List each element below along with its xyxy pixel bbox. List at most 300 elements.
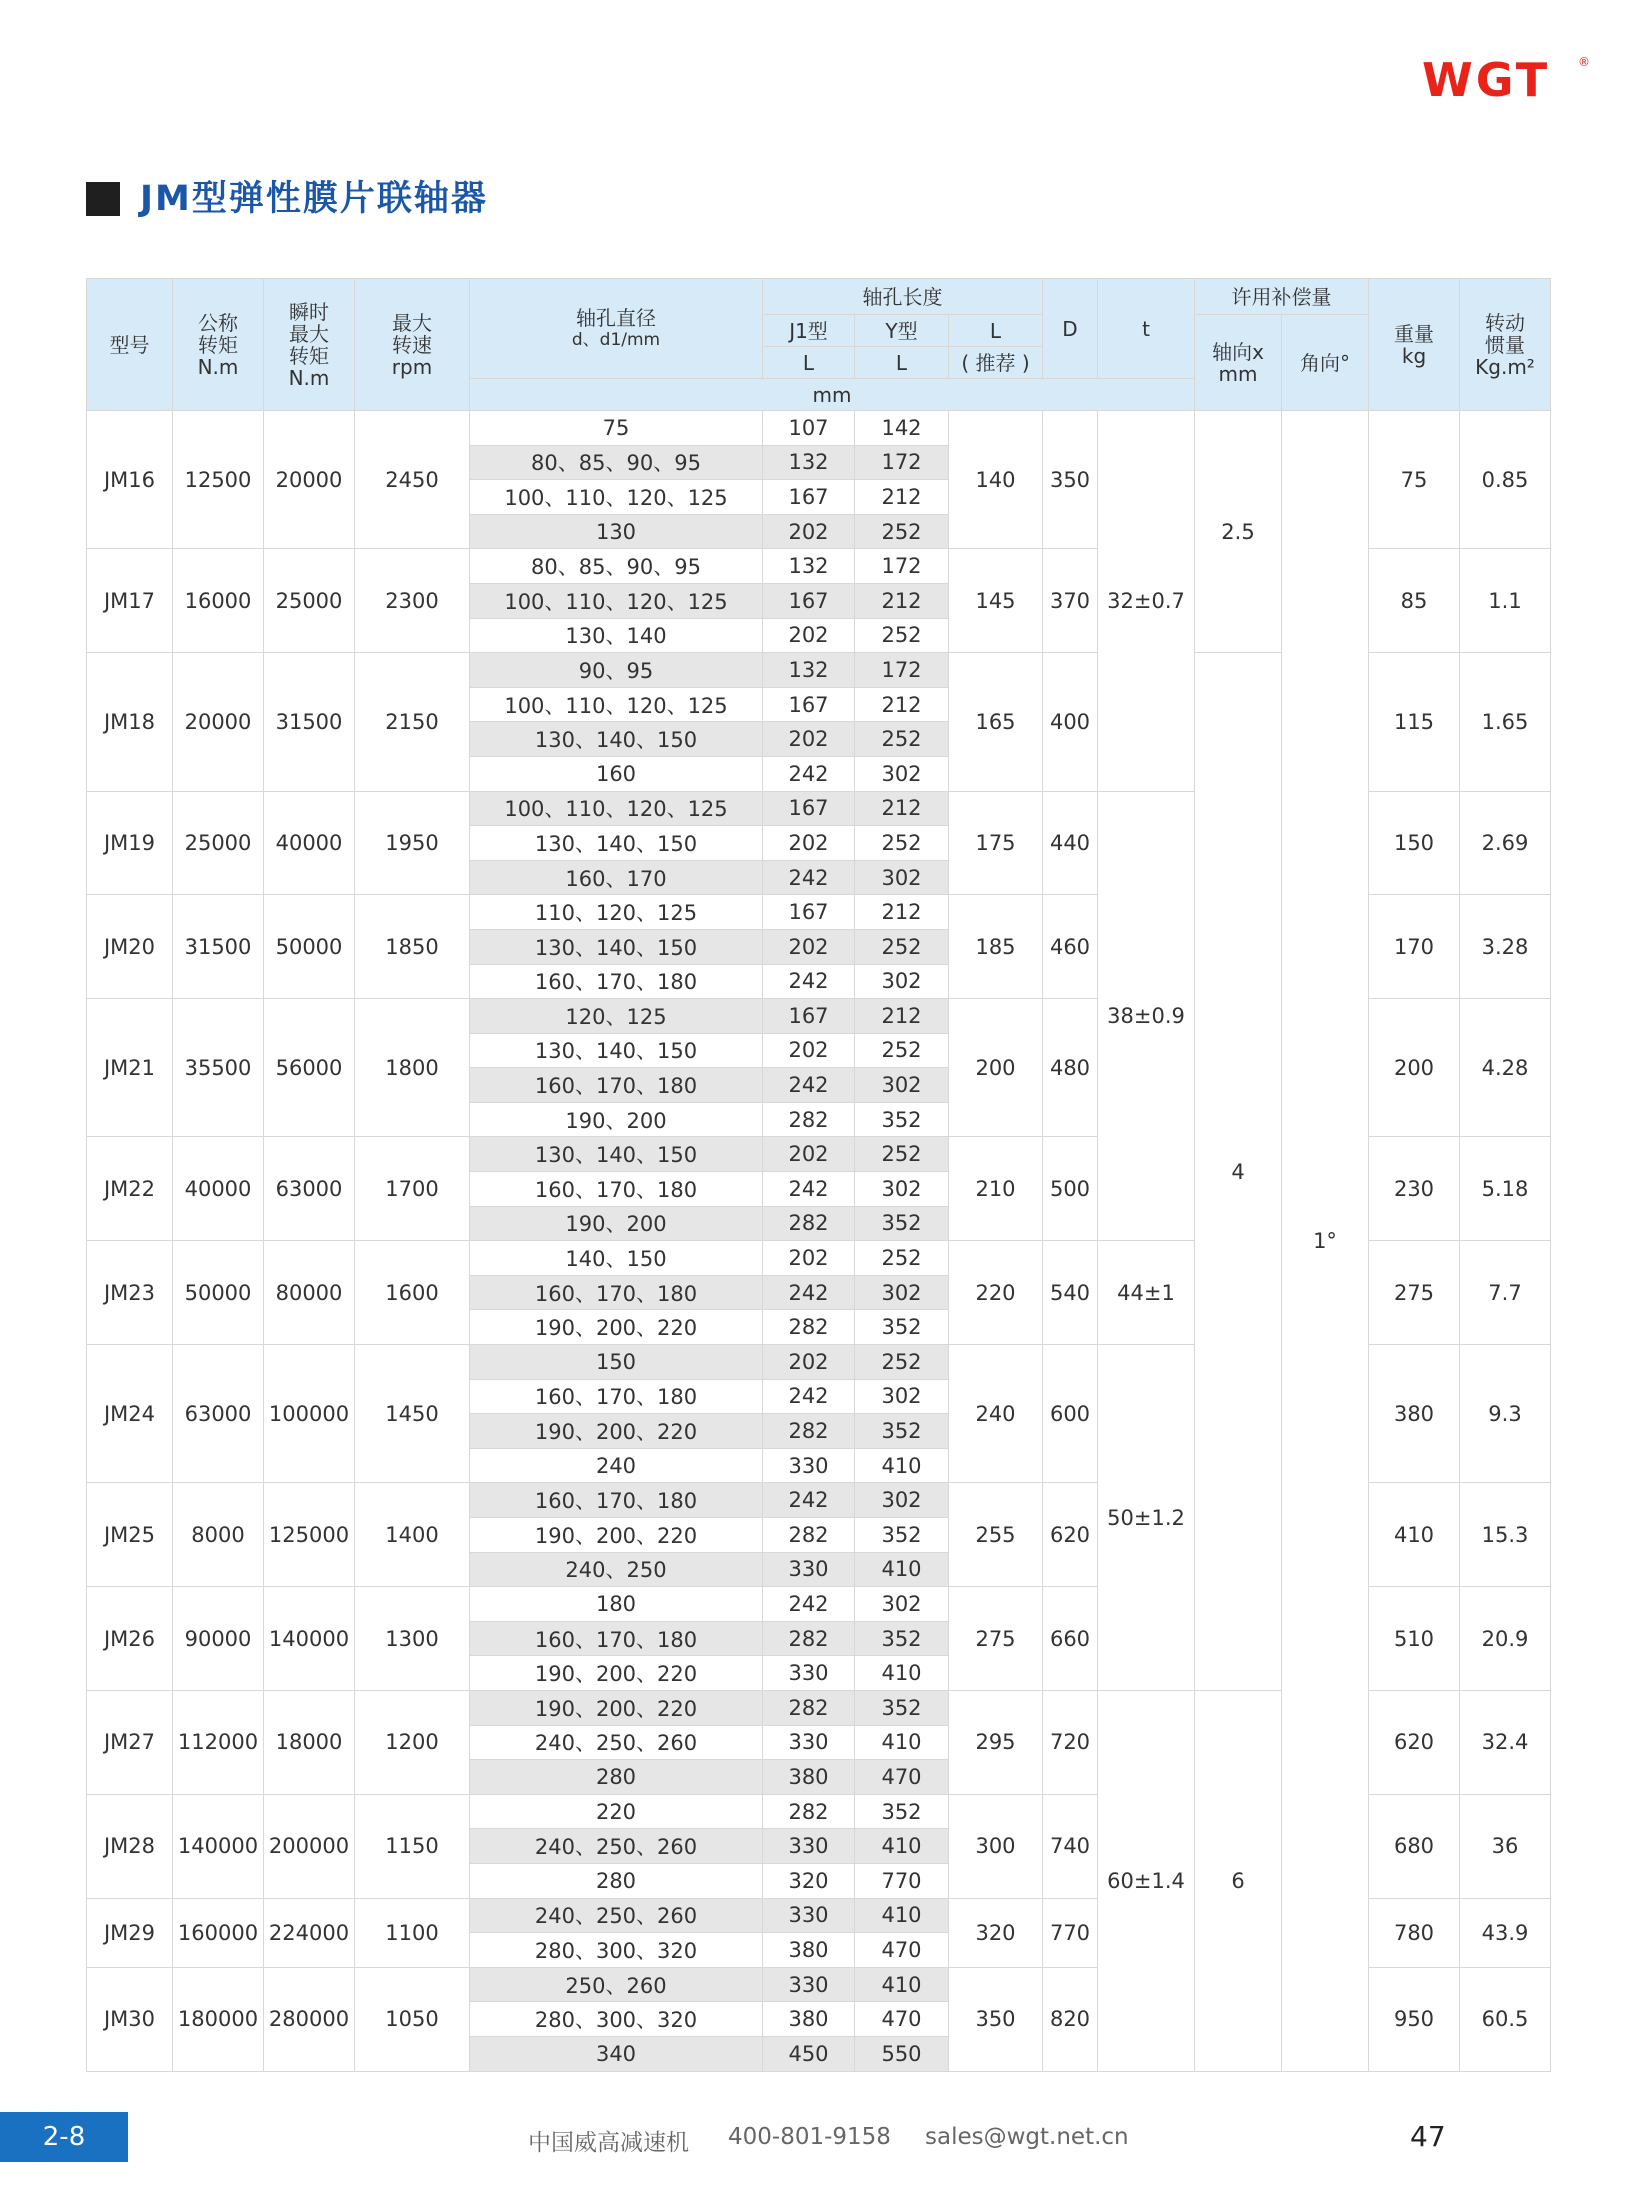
j1-length-cell: 282 [763,1690,855,1725]
j1-length-cell: 282 [763,1414,855,1449]
j1-length-cell: 380 [763,2002,855,2037]
bore-diameter-cell: 130、140 [470,618,763,653]
recommended-length-cell: 320 [949,1898,1043,1967]
y-length-cell: 352 [855,1310,949,1345]
max-speed-cell: 1300 [355,1587,470,1691]
angular-compensation-cell: 1° [1282,411,1369,2072]
spec-table [86,278,1551,2072]
model-cell: JM18 [87,653,173,791]
max-speed-cell: 1150 [355,1794,470,1898]
header-compensation: 许用补偿量 [1195,279,1369,315]
bore-diameter-cell: 160、170、180 [470,964,763,999]
header-unit-mm: mm [470,379,1195,411]
inertia-cell: 1.1 [1460,549,1551,653]
y-length-cell: 550 [855,2036,949,2071]
y-length-cell: 410 [855,1552,949,1587]
j1-length-cell: 330 [763,1552,855,1587]
weight-cell: 380 [1369,1345,1460,1483]
bore-diameter-cell: 190、200、220 [470,1414,763,1449]
bore-diameter-cell: 80、85、90、95 [470,549,763,584]
model-cell: JM17 [87,549,173,653]
weight-cell: 510 [1369,1587,1460,1691]
model-cell: JM25 [87,1483,173,1587]
header-bore-length: 轴孔长度 [763,279,1043,315]
t-cell: 44±1 [1098,1241,1195,1345]
y-length-cell: 252 [855,1137,949,1172]
outer-diameter-cell: 500 [1043,1137,1098,1241]
nominal-torque-cell: 112000 [173,1690,264,1794]
max-speed-cell: 1800 [355,999,470,1137]
bore-diameter-cell: 100、110、120、125 [470,687,763,722]
weight-cell: 200 [1369,999,1460,1137]
y-length-cell: 212 [855,687,949,722]
outer-diameter-cell: 460 [1043,895,1098,999]
bore-diameter-cell: 220 [470,1794,763,1829]
inertia-cell: 7.7 [1460,1241,1551,1345]
outer-diameter-cell: 540 [1043,1241,1098,1345]
nominal-torque-cell: 35500 [173,999,264,1137]
header-y: Y型 [855,315,949,347]
y-length-cell: 410 [855,1448,949,1483]
bore-diameter-cell: 130 [470,514,763,549]
bore-diameter-cell: 240、250 [470,1552,763,1587]
inertia-cell: 1.65 [1460,653,1551,791]
model-cell: JM20 [87,895,173,999]
y-length-cell: 410 [855,1898,949,1933]
recommended-length-cell: 300 [949,1794,1043,1898]
j1-length-cell: 380 [763,1933,855,1968]
inertia-cell: 43.9 [1460,1898,1551,1967]
j1-length-cell: 167 [763,480,855,515]
model-cell: JM16 [87,411,173,549]
j1-length-cell: 282 [763,1206,855,1241]
nominal-torque-cell: 8000 [173,1483,264,1587]
y-length-cell: 470 [855,1760,949,1795]
peak-torque-cell: 18000 [264,1690,355,1794]
header-angular: 角向° [1282,315,1369,411]
registered-mark: ® [1578,55,1590,69]
peak-torque-cell: 40000 [264,791,355,895]
bore-diameter-cell: 160、170、180 [470,1483,763,1518]
recommended-length-cell: 185 [949,895,1043,999]
recommended-length-cell: 140 [949,411,1043,549]
j1-length-cell: 282 [763,1102,855,1137]
header-l-rec: L [949,315,1043,347]
j1-length-cell: 202 [763,1033,855,1068]
header-inertia: 转动 惯量 Kg.m² [1460,279,1551,411]
y-length-cell: 302 [855,860,949,895]
y-length-cell: 770 [855,1863,949,1898]
bore-diameter-cell: 90、95 [470,653,763,688]
nominal-torque-cell: 25000 [173,791,264,895]
j1-length-cell: 242 [763,1379,855,1414]
j1-length-cell: 132 [763,445,855,480]
y-length-cell: 172 [855,549,949,584]
y-length-cell: 352 [855,1794,949,1829]
j1-length-cell: 242 [763,1172,855,1207]
j1-length-cell: 202 [763,1241,855,1276]
y-length-cell: 252 [855,826,949,861]
outer-diameter-cell: 440 [1043,791,1098,895]
peak-torque-cell: 31500 [264,653,355,791]
y-length-cell: 212 [855,480,949,515]
outer-diameter-cell: 770 [1043,1898,1098,1967]
y-length-cell: 302 [855,1275,949,1310]
y-length-cell: 410 [855,1967,949,2002]
j1-length-cell: 167 [763,999,855,1034]
model-cell: JM27 [87,1690,173,1794]
t-cell: 38±0.9 [1098,791,1195,1241]
inertia-cell: 32.4 [1460,1690,1551,1794]
header-bore-diameter: 轴孔直径 d、d1/mm [470,279,763,379]
nominal-torque-cell: 31500 [173,895,264,999]
bore-diameter-cell: 160、170、180 [470,1172,763,1207]
bore-diameter-cell: 120、125 [470,999,763,1034]
model-cell: JM22 [87,1137,173,1241]
j1-length-cell: 167 [763,687,855,722]
weight-cell: 780 [1369,1898,1460,1967]
y-length-cell: 212 [855,583,949,618]
j1-length-cell: 282 [763,1621,855,1656]
j1-length-cell: 380 [763,1760,855,1795]
bore-diameter-cell: 130、140、150 [470,722,763,757]
axial-compensation-cell: 6 [1195,1690,1282,2071]
recommended-length-cell: 210 [949,1137,1043,1241]
max-speed-cell: 2150 [355,653,470,791]
y-length-cell: 142 [855,411,949,446]
j1-length-cell: 282 [763,1310,855,1345]
nominal-torque-cell: 160000 [173,1898,264,1967]
bore-diameter-cell: 140、150 [470,1241,763,1276]
weight-cell: 620 [1369,1690,1460,1794]
j1-length-cell: 167 [763,791,855,826]
j1-length-cell: 202 [763,722,855,757]
model-cell: JM30 [87,1967,173,2071]
peak-torque-cell: 80000 [264,1241,355,1345]
nominal-torque-cell: 20000 [173,653,264,791]
j1-length-cell: 242 [763,756,855,791]
y-length-cell: 410 [855,1829,949,1864]
bore-diameter-cell: 160、170、180 [470,1621,763,1656]
max-speed-cell: 1450 [355,1345,470,1483]
nominal-torque-cell: 16000 [173,549,264,653]
recommended-length-cell: 240 [949,1345,1043,1483]
header-y-l: L [855,347,949,379]
header-j1: J1型 [763,315,855,347]
y-length-cell: 410 [855,1725,949,1760]
y-length-cell: 470 [855,1933,949,1968]
inertia-cell: 5.18 [1460,1137,1551,1241]
j1-length-cell: 242 [763,964,855,999]
header-D: D [1043,279,1098,379]
y-length-cell: 252 [855,1033,949,1068]
peak-torque-cell: 56000 [264,999,355,1137]
bore-diameter-cell: 190、200、220 [470,1310,763,1345]
j1-length-cell: 330 [763,1967,855,2002]
recommended-length-cell: 220 [949,1241,1043,1345]
bore-diameter-cell: 110、120、125 [470,895,763,930]
y-length-cell: 470 [855,2002,949,2037]
model-cell: JM23 [87,1241,173,1345]
y-length-cell: 302 [855,1172,949,1207]
inertia-cell: 2.69 [1460,791,1551,895]
j1-length-cell: 330 [763,1829,855,1864]
y-length-cell: 252 [855,618,949,653]
peak-torque-cell: 224000 [264,1898,355,1967]
y-length-cell: 302 [855,1483,949,1518]
bore-diameter-cell: 190、200、220 [470,1656,763,1691]
peak-torque-cell: 280000 [264,1967,355,2071]
title-marker [86,182,120,216]
y-length-cell: 212 [855,791,949,826]
j1-length-cell: 167 [763,895,855,930]
y-length-cell: 252 [855,1345,949,1380]
weight-cell: 950 [1369,1967,1460,2071]
j1-length-cell: 282 [763,1518,855,1553]
nominal-torque-cell: 180000 [173,1967,264,2071]
recommended-length-cell: 145 [949,549,1043,653]
bore-diameter-cell: 280 [470,1863,763,1898]
j1-length-cell: 320 [763,1863,855,1898]
wgt-logo [1422,52,1592,104]
footer-phone: 400-801-9158 [728,2124,891,2150]
model-cell: JM29 [87,1898,173,1967]
j1-length-cell: 242 [763,1068,855,1103]
y-length-cell: 212 [855,895,949,930]
y-length-cell: 302 [855,964,949,999]
bore-diameter-cell: 160 [470,756,763,791]
bore-diameter-cell: 280、300、320 [470,2002,763,2037]
axial-compensation-cell: 2.5 [1195,411,1282,653]
bore-diameter-cell: 80、85、90、95 [470,445,763,480]
page-title: JM型弹性膜片联轴器 [140,179,488,219]
y-length-cell: 252 [855,514,949,549]
model-cell: JM24 [87,1345,173,1483]
max-speed-cell: 1600 [355,1241,470,1345]
y-length-cell: 302 [855,1068,949,1103]
bore-diameter-cell: 75 [470,411,763,446]
peak-torque-cell: 100000 [264,1345,355,1483]
peak-torque-cell: 200000 [264,1794,355,1898]
j1-length-cell: 242 [763,1587,855,1622]
weight-cell: 275 [1369,1241,1460,1345]
max-speed-cell: 1050 [355,1967,470,2071]
page-number: 47 [1410,2120,1446,2153]
model-cell: JM19 [87,791,173,895]
bore-diameter-cell: 340 [470,2036,763,2071]
j1-length-cell: 132 [763,549,855,584]
t-cell: 32±0.7 [1098,411,1195,792]
y-length-cell: 352 [855,1102,949,1137]
bore-diameter-cell: 250、260 [470,1967,763,2002]
inertia-cell: 0.85 [1460,411,1551,549]
peak-torque-cell: 50000 [264,895,355,999]
y-length-cell: 252 [855,722,949,757]
header-nominal-torque: 公称 转矩 N.m [173,279,264,411]
header-max-speed: 最大 转速 rpm [355,279,470,411]
max-speed-cell: 1850 [355,895,470,999]
y-length-cell: 172 [855,445,949,480]
j1-length-cell: 202 [763,1137,855,1172]
nominal-torque-cell: 90000 [173,1587,264,1691]
j1-length-cell: 242 [763,1275,855,1310]
j1-length-cell: 450 [763,2036,855,2071]
y-length-cell: 352 [855,1518,949,1553]
y-length-cell: 352 [855,1621,949,1656]
max-speed-cell: 1200 [355,1690,470,1794]
j1-length-cell: 202 [763,514,855,549]
peak-torque-cell: 125000 [264,1483,355,1587]
header-model: 型号 [87,279,173,411]
outer-diameter-cell: 400 [1043,653,1098,791]
bore-diameter-cell: 190、200 [470,1102,763,1137]
max-speed-cell: 2450 [355,411,470,549]
j1-length-cell: 282 [763,1794,855,1829]
header-t: t [1098,279,1195,379]
bore-diameter-cell: 280 [470,1760,763,1795]
outer-diameter-cell: 600 [1043,1345,1098,1483]
bore-diameter-cell: 130、140、150 [470,1033,763,1068]
model-cell: JM26 [87,1587,173,1691]
y-length-cell: 172 [855,653,949,688]
bore-diameter-cell: 100、110、120、125 [470,583,763,618]
j1-length-cell: 242 [763,1483,855,1518]
inertia-cell: 4.28 [1460,999,1551,1137]
y-length-cell: 252 [855,1241,949,1276]
footer-email: sales@wgt.net.cn [925,2124,1129,2150]
recommended-length-cell: 350 [949,1967,1043,2071]
y-length-cell: 252 [855,929,949,964]
outer-diameter-cell: 740 [1043,1794,1098,1898]
nominal-torque-cell: 50000 [173,1241,264,1345]
nominal-torque-cell: 63000 [173,1345,264,1483]
max-speed-cell: 1100 [355,1898,470,1967]
max-speed-cell: 1700 [355,1137,470,1241]
y-length-cell: 212 [855,999,949,1034]
bore-diameter-cell: 240 [470,1448,763,1483]
bore-diameter-cell: 280、300、320 [470,1933,763,1968]
weight-cell: 410 [1369,1483,1460,1587]
y-length-cell: 352 [855,1206,949,1241]
nominal-torque-cell: 12500 [173,411,264,549]
y-length-cell: 302 [855,1379,949,1414]
bore-diameter-cell: 190、200 [470,1206,763,1241]
bore-diameter-cell: 130、140、150 [470,929,763,964]
t-cell: 60±1.4 [1098,1690,1195,2071]
header-l-rec-note: ( 推荐 ) [949,347,1043,379]
bore-diameter-cell: 190、200、220 [470,1518,763,1553]
bore-diameter-cell: 130、140、150 [470,826,763,861]
logo-text: WGT [1422,53,1551,104]
outer-diameter-cell: 370 [1043,549,1098,653]
j1-length-cell: 167 [763,583,855,618]
bore-diameter-cell: 160、170、180 [470,1379,763,1414]
axial-compensation-cell: 4 [1195,653,1282,1691]
header-weight: 重量 kg [1369,279,1460,411]
recommended-length-cell: 175 [949,791,1043,895]
outer-diameter-cell: 720 [1043,1690,1098,1794]
max-speed-cell: 2300 [355,549,470,653]
j1-length-cell: 202 [763,929,855,964]
bore-diameter-cell: 160、170、180 [470,1068,763,1103]
peak-torque-cell: 63000 [264,1137,355,1241]
y-length-cell: 302 [855,1587,949,1622]
inertia-cell: 15.3 [1460,1483,1551,1587]
bore-diameter-cell: 150 [470,1345,763,1380]
y-length-cell: 352 [855,1414,949,1449]
bore-diameter-cell: 160、170 [470,860,763,895]
t-cell: 50±1.2 [1098,1345,1195,1691]
outer-diameter-cell: 660 [1043,1587,1098,1691]
recommended-length-cell: 255 [949,1483,1043,1587]
bore-diameter-cell: 180 [470,1587,763,1622]
nominal-torque-cell: 140000 [173,1794,264,1898]
j1-length-cell: 202 [763,618,855,653]
weight-cell: 150 [1369,791,1460,895]
inertia-cell: 9.3 [1460,1345,1551,1483]
j1-length-cell: 330 [763,1725,855,1760]
outer-diameter-cell: 620 [1043,1483,1098,1587]
weight-cell: 75 [1369,411,1460,549]
inertia-cell: 20.9 [1460,1587,1551,1691]
outer-diameter-cell: 480 [1043,999,1098,1137]
j1-length-cell: 330 [763,1898,855,1933]
bore-diameter-cell: 240、250、260 [470,1725,763,1760]
peak-torque-cell: 25000 [264,549,355,653]
y-length-cell: 302 [855,756,949,791]
j1-length-cell: 107 [763,411,855,446]
peak-torque-cell: 140000 [264,1587,355,1691]
max-speed-cell: 1950 [355,791,470,895]
j1-length-cell: 202 [763,1345,855,1380]
footer-company: 中国威高减速机 [528,2130,689,2156]
recommended-length-cell: 275 [949,1587,1043,1691]
outer-diameter-cell: 820 [1043,1967,1098,2071]
recommended-length-cell: 200 [949,999,1043,1137]
j1-length-cell: 330 [763,1448,855,1483]
bore-diameter-cell: 240、250、260 [470,1898,763,1933]
model-cell: JM21 [87,999,173,1137]
section-badge: 2-8 [0,2112,128,2162]
weight-cell: 115 [1369,653,1460,791]
table-row [87,411,1551,446]
bore-diameter-cell: 160、170、180 [470,1275,763,1310]
header-axial: 轴向x mm [1195,315,1282,411]
bore-diameter-cell: 190、200、220 [470,1690,763,1725]
outer-diameter-cell: 350 [1043,411,1098,549]
j1-length-cell: 202 [763,826,855,861]
header-j1-l: L [763,347,855,379]
bore-diameter-cell: 100、110、120、125 [470,480,763,515]
header-peak-torque: 瞬时 最大 转矩 N.m [264,279,355,411]
inertia-cell: 36 [1460,1794,1551,1898]
j1-length-cell: 242 [763,860,855,895]
j1-length-cell: 132 [763,653,855,688]
j1-length-cell: 330 [763,1656,855,1691]
inertia-cell: 60.5 [1460,1967,1551,2071]
nominal-torque-cell: 40000 [173,1137,264,1241]
weight-cell: 170 [1369,895,1460,999]
weight-cell: 680 [1369,1794,1460,1898]
model-cell: JM28 [87,1794,173,1898]
weight-cell: 230 [1369,1137,1460,1241]
recommended-length-cell: 165 [949,653,1043,791]
bore-diameter-cell: 240、250、260 [470,1829,763,1864]
max-speed-cell: 1400 [355,1483,470,1587]
peak-torque-cell: 20000 [264,411,355,549]
inertia-cell: 3.28 [1460,895,1551,999]
bore-diameter-cell: 100、110、120、125 [470,791,763,826]
